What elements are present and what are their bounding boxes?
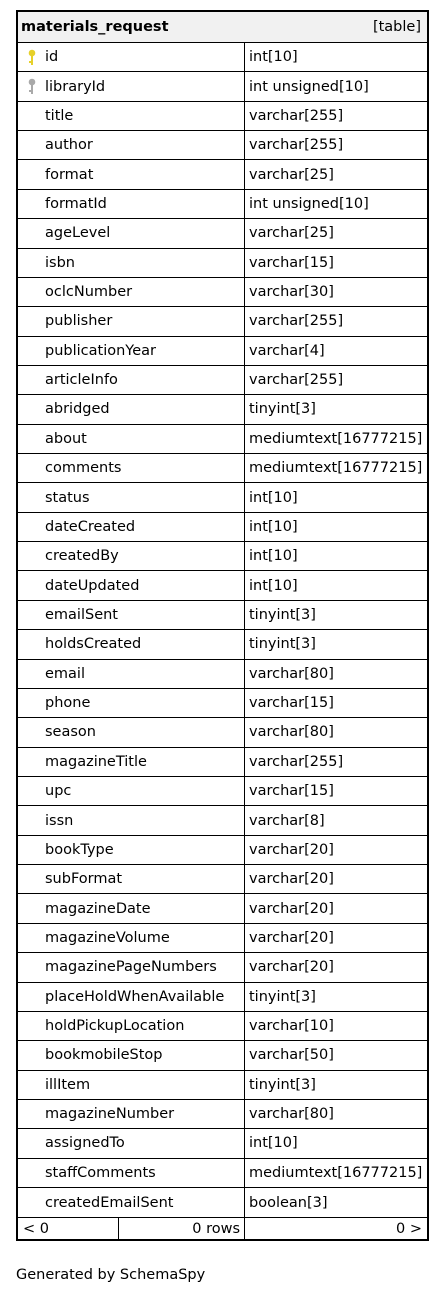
column-name: dateCreated [45, 518, 136, 535]
column-row [18, 865, 427, 894]
column-row [18, 43, 427, 72]
column-name-cell [18, 894, 245, 922]
column-name: format [45, 166, 94, 183]
column-type: int[10] [249, 518, 298, 535]
column-name: ageLevel [45, 225, 111, 242]
column-type: varchar[25] [249, 166, 334, 183]
column-name-cell [18, 1159, 245, 1187]
generated-by-label: Generated by SchemaSpy [16, 1267, 206, 1283]
column-name-cell [18, 718, 245, 746]
column-name: issn [45, 812, 74, 829]
column-type: mediumtext[16777215] [249, 460, 423, 477]
column-row [18, 1071, 427, 1100]
column-name: isbn [45, 254, 75, 271]
column-type: varchar[10] [249, 1018, 334, 1035]
column-row [18, 601, 427, 630]
column-name: magazineVolume [45, 929, 170, 946]
column-name-cell [18, 483, 245, 511]
column-type: tinyint[3] [249, 636, 316, 653]
table-materials-request [16, 10, 429, 1241]
column-name-cell [18, 1012, 245, 1040]
column-name: magazineDate [45, 900, 151, 917]
column-row [18, 425, 427, 454]
column-name-cell [18, 630, 245, 658]
column-row [18, 718, 427, 747]
column-row [18, 1100, 427, 1129]
column-name: email [45, 665, 85, 682]
column-row [18, 1159, 427, 1188]
column-row [18, 748, 427, 777]
column-name-cell [18, 219, 245, 247]
column-type: mediumtext[16777215] [249, 430, 423, 447]
column-type: varchar[15] [249, 695, 334, 712]
column-type: int unsigned[10] [249, 195, 369, 212]
column-name-cell [18, 689, 245, 717]
row-count: 0 rows [119, 1218, 245, 1239]
column-row [18, 571, 427, 600]
column-type: int unsigned[10] [249, 78, 369, 95]
column-type: varchar[255] [249, 313, 344, 330]
column-name-cell [18, 983, 245, 1011]
column-type: varchar[80] [249, 665, 334, 682]
column-name-cell [18, 160, 245, 188]
table-name: materials_request [21, 19, 169, 35]
column-name: emailSent [45, 607, 118, 623]
column-name-cell [18, 953, 245, 981]
column-row [18, 395, 427, 424]
column-type: varchar[20] [249, 929, 334, 946]
column-name: magazinePageNumbers [45, 959, 217, 976]
column-name-cell [18, 102, 245, 130]
column-row [18, 836, 427, 865]
column-name-cell [18, 660, 245, 688]
column-name: createdBy [45, 548, 119, 565]
column-name: status [45, 489, 90, 506]
column-name-cell [18, 395, 245, 423]
column-name-cell [18, 924, 245, 952]
column-name: dateUpdated [45, 577, 140, 594]
column-name: createdEmailSent [45, 1194, 174, 1211]
column-type: varchar[4] [249, 342, 325, 359]
column-row [18, 72, 427, 101]
column-name: about [45, 430, 87, 447]
column-name-cell [18, 601, 245, 629]
column-type: int[10] [249, 548, 298, 565]
column-name: upc [45, 783, 72, 800]
column-row [18, 160, 427, 189]
column-row [18, 337, 427, 366]
column-list [18, 43, 427, 1217]
table-kind: [table] [372, 19, 421, 35]
column-name-cell [18, 131, 245, 159]
column-name-cell [18, 542, 245, 570]
column-row [18, 689, 427, 718]
column-name-cell [18, 1100, 245, 1128]
column-row [18, 542, 427, 571]
primary-key-icon [27, 49, 37, 66]
column-type: varchar[255] [249, 753, 344, 770]
column-name-cell [18, 1041, 245, 1069]
column-name-cell [18, 1188, 245, 1217]
column-type: varchar[80] [249, 1106, 334, 1123]
column-row [18, 249, 427, 278]
column-name-cell [18, 865, 245, 893]
table-footer [18, 1217, 427, 1239]
column-type: varchar[255] [249, 107, 344, 124]
column-name: bookmobileStop [45, 1047, 163, 1064]
column-name: comments [45, 460, 122, 477]
column-name-cell [18, 43, 245, 71]
column-row [18, 513, 427, 542]
column-name-cell [18, 249, 245, 277]
column-name: bookType [45, 841, 114, 858]
column-type: boolean[3] [249, 1194, 328, 1211]
column-name: subFormat [45, 871, 123, 888]
column-type: int[10] [249, 49, 298, 66]
column-row [18, 894, 427, 923]
column-name-cell [18, 1071, 245, 1099]
column-row [18, 131, 427, 160]
parents-count: 0 > [396, 1220, 422, 1237]
column-type: tinyint[3] [249, 1076, 316, 1093]
column-row [18, 102, 427, 131]
column-type: varchar[20] [249, 871, 334, 888]
column-type: varchar[30] [249, 284, 334, 301]
column-name-cell [18, 454, 245, 482]
column-row [18, 1012, 427, 1041]
table-header [18, 12, 427, 43]
column-type: varchar[20] [249, 841, 334, 858]
column-row [18, 219, 427, 248]
column-type: tinyint[3] [249, 401, 316, 418]
column-row [18, 278, 427, 307]
column-type: tinyint[3] [249, 607, 316, 623]
column-name-cell [18, 278, 245, 306]
foreign-key-icon [27, 78, 37, 95]
column-name: holdPickupLocation [45, 1018, 185, 1035]
column-name: id [45, 49, 59, 66]
column-name: articleInfo [45, 372, 118, 389]
column-name-cell [18, 425, 245, 453]
column-name: publicationYear [45, 342, 156, 359]
column-name: holdsCreated [45, 636, 142, 653]
column-type: mediumtext[16777215] [249, 1164, 423, 1181]
column-row [18, 630, 427, 659]
column-type: varchar[25] [249, 225, 334, 242]
column-row [18, 483, 427, 512]
column-name-cell [18, 513, 245, 541]
column-name: magazineTitle [45, 753, 147, 770]
column-name-cell [18, 748, 245, 776]
children-count: < 0 [18, 1218, 119, 1239]
column-name: staffComments [45, 1164, 156, 1181]
column-name: illItem [45, 1076, 91, 1093]
column-name-cell [18, 1129, 245, 1157]
column-name: title [45, 107, 74, 124]
column-name-cell [18, 806, 245, 834]
column-row [18, 924, 427, 953]
column-name-cell [18, 190, 245, 218]
column-type: int[10] [249, 489, 298, 506]
column-row [18, 1041, 427, 1070]
column-type: int[10] [249, 1135, 298, 1152]
column-row [18, 454, 427, 483]
column-name-cell [18, 571, 245, 599]
column-type: varchar[8] [249, 812, 325, 829]
column-name-cell [18, 366, 245, 394]
column-name: phone [45, 695, 91, 712]
column-type: varchar[255] [249, 137, 344, 154]
column-name: oclcNumber [45, 284, 133, 301]
column-row [18, 983, 427, 1012]
column-row [18, 307, 427, 336]
column-row [18, 806, 427, 835]
column-name-cell [18, 72, 245, 100]
column-name: formatId [45, 195, 107, 212]
column-type: varchar[15] [249, 254, 334, 271]
column-type: varchar[255] [249, 372, 344, 389]
column-type: varchar[15] [249, 783, 334, 800]
column-name: magazineNumber [45, 1106, 175, 1123]
column-name: assignedTo [45, 1135, 125, 1152]
column-type: varchar[50] [249, 1047, 334, 1064]
column-name-cell [18, 307, 245, 335]
column-name-cell [18, 836, 245, 864]
column-row [18, 1129, 427, 1158]
column-type: varchar[80] [249, 724, 334, 741]
column-name: placeHoldWhenAvailable [45, 988, 225, 1005]
column-type: varchar[20] [249, 900, 334, 917]
column-name: publisher [45, 313, 113, 330]
column-type: varchar[20] [249, 959, 334, 976]
column-row [18, 1188, 427, 1217]
column-name: season [45, 724, 96, 741]
column-row [18, 777, 427, 806]
column-type: int[10] [249, 577, 298, 594]
column-row [18, 190, 427, 219]
column-name: author [45, 137, 93, 154]
column-name: libraryId [45, 78, 106, 95]
column-row [18, 366, 427, 395]
column-name-cell [18, 777, 245, 805]
column-row [18, 660, 427, 689]
column-row [18, 953, 427, 982]
column-type: tinyint[3] [249, 988, 316, 1005]
column-name: abridged [45, 401, 110, 418]
column-name-cell [18, 337, 245, 365]
